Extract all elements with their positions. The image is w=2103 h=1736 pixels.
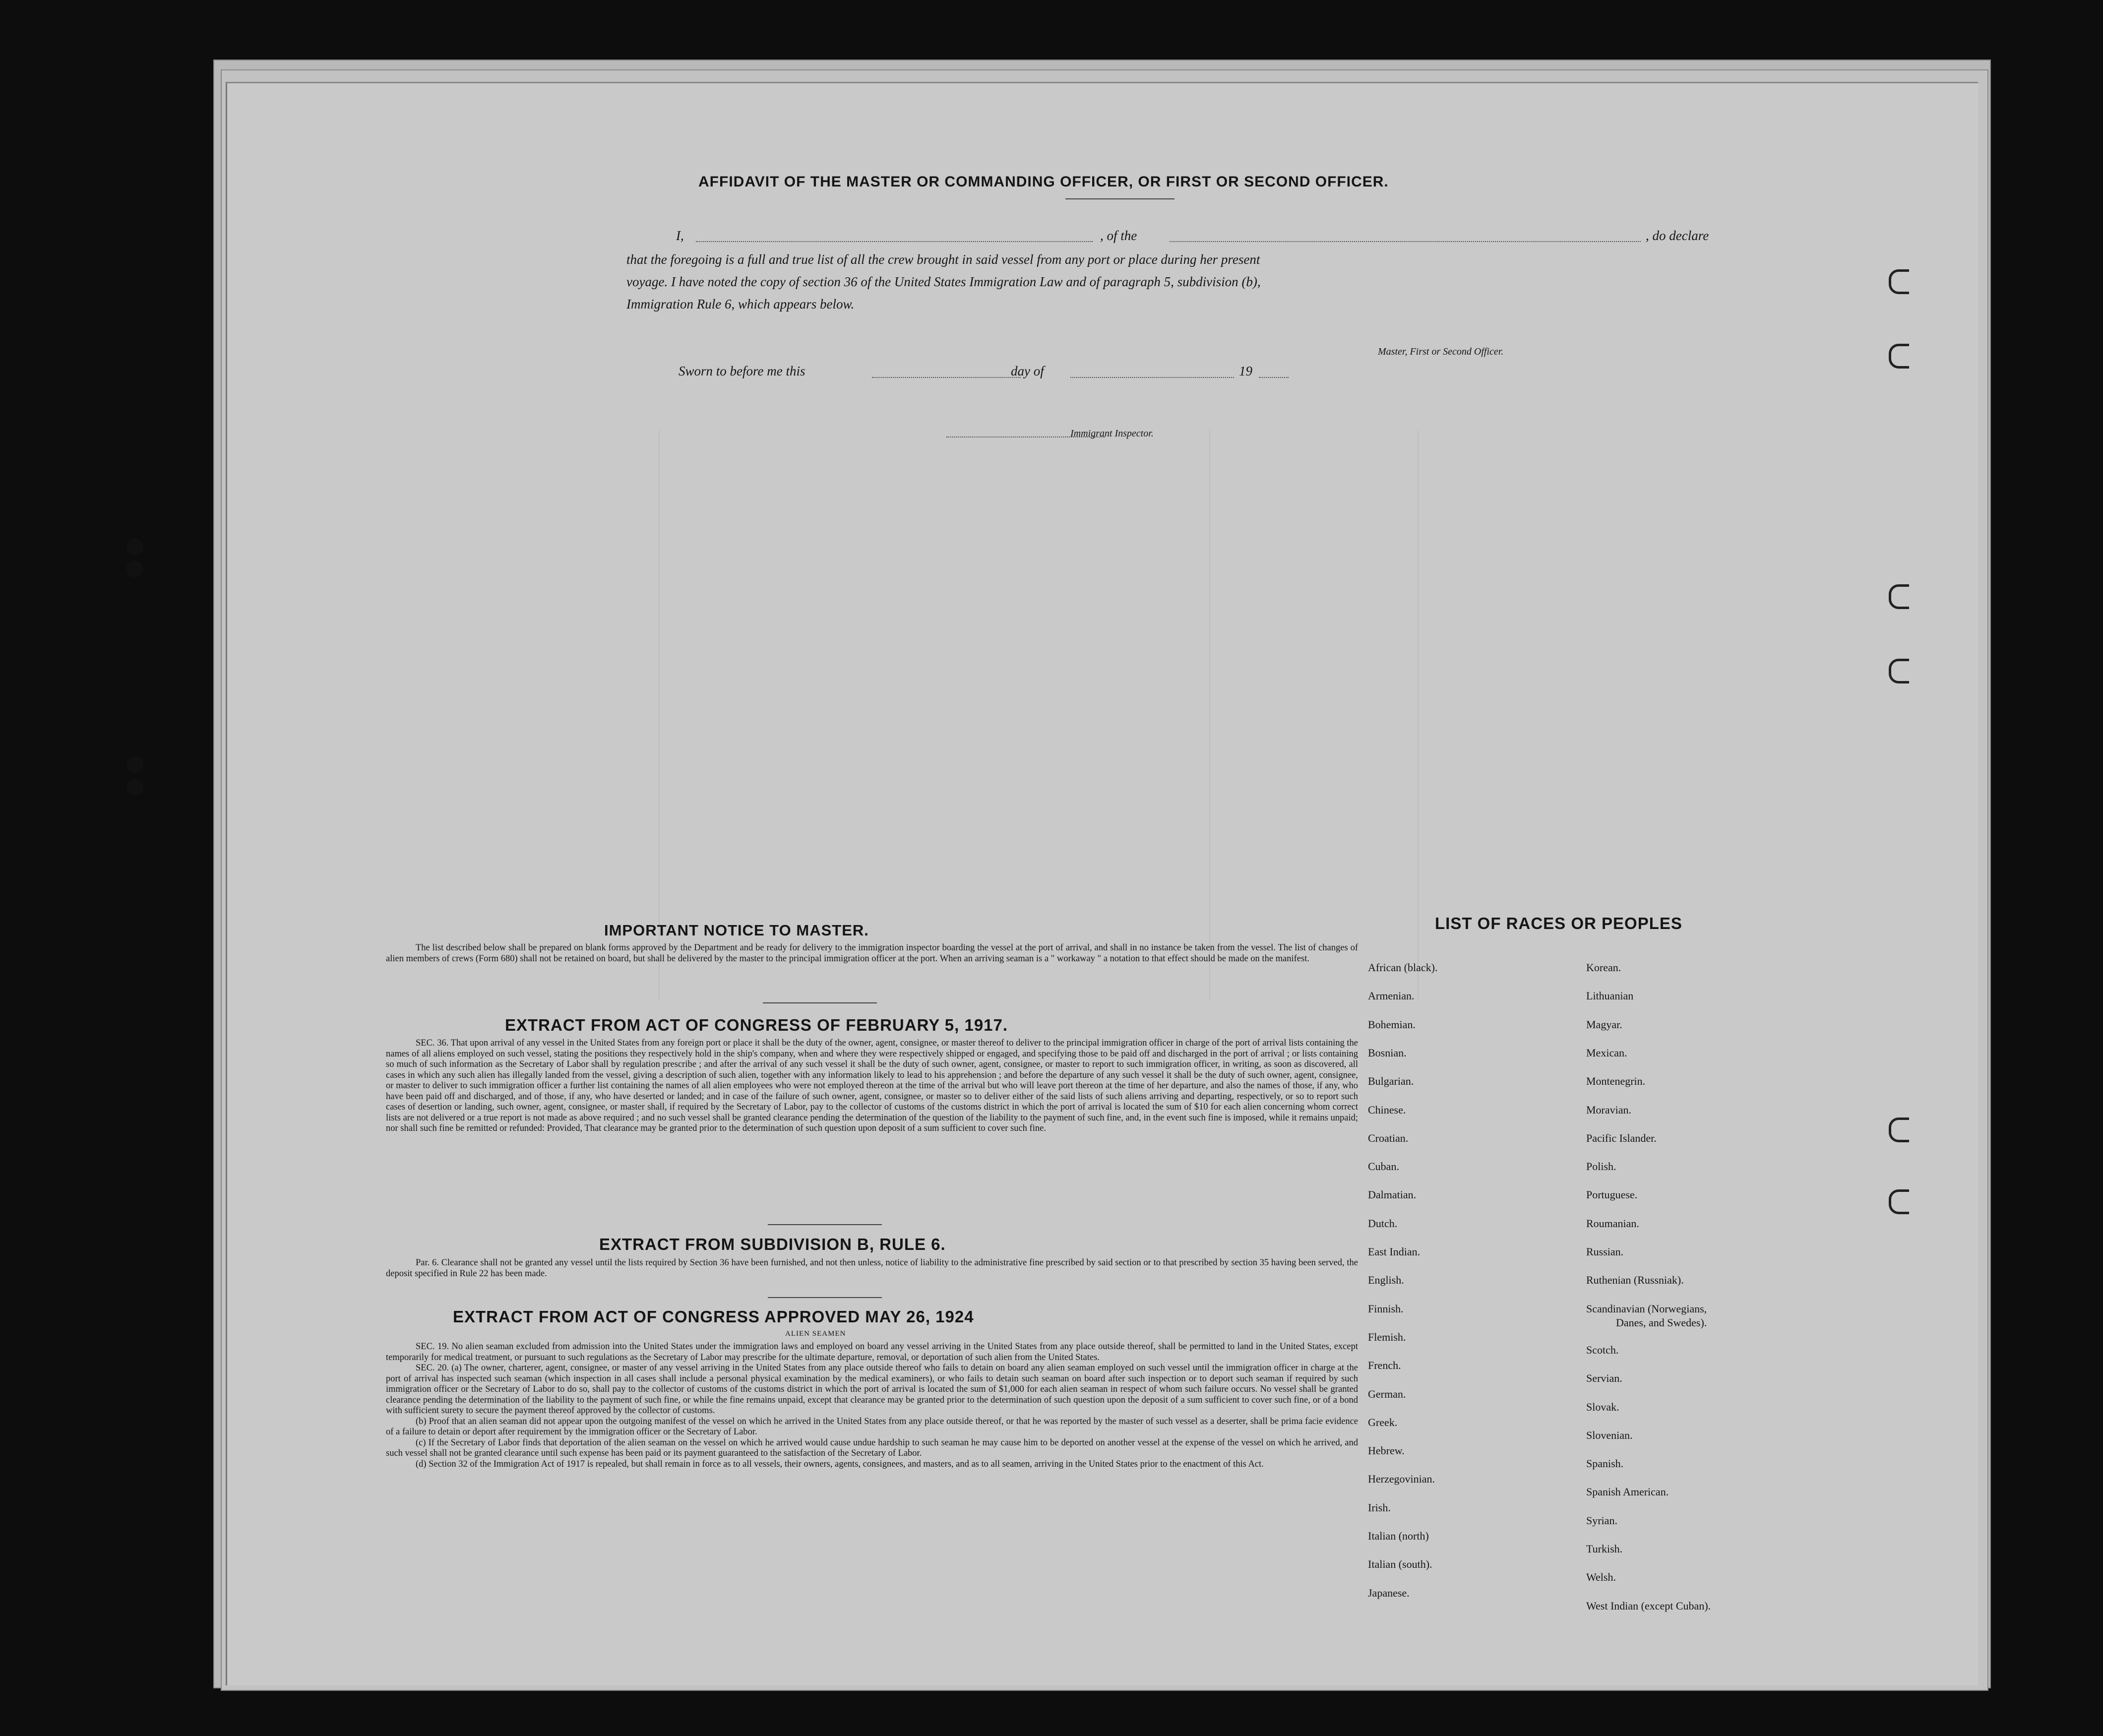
race-item-continued: Danes, and Swedes). bbox=[1616, 1316, 1707, 1329]
act-1917-rule bbox=[768, 1224, 882, 1225]
race-item: Slovak. bbox=[1586, 1400, 1619, 1413]
race-item: Irish. bbox=[1368, 1501, 1391, 1514]
race-item: Finnish. bbox=[1368, 1302, 1404, 1315]
act-1924-subtitle: ALIEN SEAMEN bbox=[785, 1330, 846, 1338]
race-item: French. bbox=[1368, 1359, 1401, 1372]
binder-clip bbox=[1889, 1117, 1909, 1142]
act-1917-body bbox=[386, 1038, 1358, 1134]
name-blank[interactable] bbox=[696, 241, 1093, 242]
act-1924-sec19: SEC. 19. No alien seaman excluded from admission into the United States under the immigration laws and employed on board any vessel arriving in the United States from any place outside thereof, shall be permitted to land in the United States, except temporarily for medical treatment, or pursuant to such regulations as the Secretary of Labor may prescribe for the ultimate departure, removal, or deportation of such alien from the United States. bbox=[386, 1342, 1358, 1363]
race-item: Mexican. bbox=[1586, 1046, 1627, 1059]
master-signature-label: Master, First or Second Officer. bbox=[1378, 346, 1504, 357]
race-item: African (black). bbox=[1368, 961, 1438, 974]
race-item: Spanish American. bbox=[1586, 1486, 1669, 1498]
act-1924-sec20b: (b) Proof that an alien seaman did not appear upon the outgoing manifest of the vessel on which he arrived in the United States from any place outside thereof, or that he was reported by the master of such vessel as a deserter, shall be prima facie evidence of a failure to detain or deport after requirement by the immigration officer or the Secretary of Labor. bbox=[386, 1416, 1358, 1437]
race-item: Flemish. bbox=[1368, 1330, 1406, 1343]
act-1917-title: EXTRACT FROM ACT OF CONGRESS OF FEBRUARY 5, 1917. bbox=[505, 1016, 1008, 1034]
race-item: Portuguese. bbox=[1586, 1188, 1638, 1201]
rule6-body bbox=[386, 1258, 1358, 1279]
act-1924-sec20c: (c) If the Secretary of Labor finds that deportation of the alien seaman on the vessel on which he arrived would cause undue hardship to such seaman he may cause him to be deported on another vessel at the expense of the vessel on which he arrived, and such vessel shall not be granted clearance until such expense has been paid or its payment guaranteed to the satisfaction of the Secretary of Labor. bbox=[386, 1437, 1358, 1458]
affidavit-title: AFFIDAVIT OF THE MASTER OR COMMANDING OFFICER, OR FIRST OR SECOND OFFICER. bbox=[698, 174, 1389, 190]
sworn-day-blank[interactable] bbox=[872, 377, 1021, 378]
inspector-label: Immigrant Inspector. bbox=[1070, 428, 1154, 439]
sworn-year: 19 bbox=[1239, 364, 1252, 378]
ghost-column bbox=[659, 431, 660, 1001]
race-item: Japanese. bbox=[1368, 1586, 1410, 1599]
race-item: Roumanian. bbox=[1586, 1217, 1639, 1230]
act-1924-body bbox=[386, 1342, 1358, 1470]
notice-body bbox=[386, 943, 1358, 964]
race-item: Korean. bbox=[1586, 961, 1621, 974]
race-item: Bosnian. bbox=[1368, 1046, 1407, 1059]
race-item: Scandinavian (Norwegians, bbox=[1586, 1302, 1707, 1315]
races-title: LIST OF RACES OR PEOPLES bbox=[1435, 914, 1682, 932]
vessel-blank[interactable] bbox=[1170, 241, 1641, 242]
binding-hole bbox=[126, 560, 143, 577]
sworn-month-blank[interactable] bbox=[1070, 377, 1234, 378]
act-1924-sec20a: SEC. 20. (a) The owner, charterer, agent, consignee, or master of any vessel arriving in the United States from any place outside thereof who fails to detain on board any alien seaman employed on such vessel until the immigration officer in charge at the port of arrival has inspected such seaman (which inspection in all cases shall include a personal physical examination by the medical examiners), or who fails to detain such seaman on board after such inspection or to deport such seaman if required by such immigration officer or the Secretary of Labor to do so, shall pay to the collector of customs of the customs district in which the port of arrival is located the sum of $1,000 for each alien seaman in respect of whom such failure occurs. No vessel shall be granted clearance pending the determination of the liability to the payment of such fine, or while the fine remains unpaid, except that clearance may be granted prior to the determination of such question upon the deposit of a sum sufficient to cover such fine, or of a bond with sufficient surety to secure the payment thereof approved by the collector of customs. bbox=[386, 1363, 1358, 1416]
race-item: Hebrew. bbox=[1368, 1444, 1405, 1457]
ghost-column bbox=[1209, 431, 1210, 1001]
race-item: Dalmatian. bbox=[1368, 1188, 1417, 1201]
race-item: West Indian (except Cuban). bbox=[1586, 1599, 1711, 1612]
binding-hole bbox=[126, 756, 143, 773]
race-item: Italian (south). bbox=[1368, 1558, 1432, 1571]
sworn-day-of: day of bbox=[1011, 364, 1044, 378]
race-item: Croatian. bbox=[1368, 1131, 1409, 1144]
act-1924-title: EXTRACT FROM ACT OF CONGRESS APPROVED MAY 26, 1924 bbox=[453, 1307, 974, 1326]
race-item: Armenian. bbox=[1368, 990, 1415, 1002]
race-item: Pacific Islander. bbox=[1586, 1131, 1657, 1144]
race-item: Bulgarian. bbox=[1368, 1075, 1414, 1088]
race-item: Ruthenian (Russniak). bbox=[1586, 1274, 1684, 1287]
race-item: Syrian. bbox=[1586, 1514, 1617, 1527]
race-item: Moravian. bbox=[1586, 1103, 1632, 1116]
rule6-title: EXTRACT FROM SUBDIVISION B, RULE 6. bbox=[599, 1235, 946, 1253]
binder-clip bbox=[1889, 584, 1909, 609]
act-1917-text: SEC. 36. That upon arrival of any vessel in the United States from any foreign port or place it shall be the duty of the owner, agent, consignee, or master thereof to deliver to the principal immigration officer in charge of the port of arrival lists containing the names of all aliens employed on such vessel, stating the positions they respectively hold in the ship's company, when and where they were respectively shipped or engaged, and specifying those to be paid off and discharged in the port of arrival ; or lists containing so much of such information as the Secretary of Labor shall by regulation prescribe ; and after the arrival of any such vessel it shall be the duty of such owner, agent, consignee, or master to report to such immigration officer, in writing, as soon as discovered, all cases in which any such alien has illegally landed from the vessel, giving a description of such alien, together with any information likely to lead to his apprehension ; and before the departure of any such vessel it shall be the duty of such owner, agent, consignee, or master to deliver to such immigration officer a further list containing the names of all alien employees who were not employed thereon at the time of the arrival but who will leave port thereon at the time of her departure, and also the names of those, if any, who have been paid off and discharged, and of those, if any, who have deserted or landed; and in case of the failure of such owner, agent, consignee, or master so to deliver either of the said lists of such aliens arriving and departing, respectively, or so to report such cases of desertion or landing, such owner, agent, consignee, or master shall, if required by the Secretary of Labor, pay to the collector of customs of the customs district in which the port of arrival is located the sum of $10 for each alien concerning whom correct lists are not delivered or a true report is not made as above required ; and no such vessel shall be granted clearance pending the determination of the question of the liability to the payment of such fine, and, in the event such fine is imposed, while it remains unpaid; nor shall such fine be remitted or refunded: Provided, That clearance may be granted prior to the determination of such question upon deposit of a sum sufficient to cover such fine. bbox=[386, 1038, 1358, 1133]
notice-title: IMPORTANT NOTICE TO MASTER. bbox=[604, 922, 869, 939]
race-item: Scotch. bbox=[1586, 1343, 1619, 1356]
declaration-line-4: Immigration Rule 6, which appears below. bbox=[626, 297, 855, 311]
binder-clip bbox=[1889, 1189, 1909, 1214]
notice-text: The list described below shall be prepared on blank forms approved by the Department and be ready for delivery to the immigration inspector boarding the vessel at the port of arrival, and shall in no instance be taken from the vessel. The list of changes of alien members of crews (Form 680) shall not be retained on board, but shall be delivered by the master to the principal immigration officer at the port. When an arriving seaman is a " workaway " a notation to that effect should be made on the manifest. bbox=[386, 943, 1358, 964]
race-item: Dutch. bbox=[1368, 1217, 1398, 1230]
notice-rule bbox=[763, 1002, 877, 1003]
binder-clip bbox=[1889, 344, 1909, 369]
race-item: English. bbox=[1368, 1274, 1404, 1287]
race-item: Turkish. bbox=[1586, 1543, 1623, 1555]
race-item: Cuban. bbox=[1368, 1160, 1399, 1173]
race-item: Slovenian. bbox=[1586, 1428, 1633, 1441]
race-item: Magyar. bbox=[1586, 1018, 1622, 1031]
race-item: Lithuanian bbox=[1586, 990, 1634, 1002]
race-item: Servian. bbox=[1586, 1372, 1622, 1385]
declaration-i: I, bbox=[676, 228, 684, 243]
race-item: Welsh. bbox=[1586, 1571, 1616, 1584]
act-1924-sec20d: (d) Section 32 of the Immigration Act of 1917 is repealed, but shall remain in force as to all vessels, their owners, agents, consignees, and masters, and as to all seamen, arriving in the United States prior to the enactment of this Act. bbox=[416, 1459, 1264, 1469]
race-item: German. bbox=[1368, 1387, 1406, 1400]
ghost-column bbox=[1418, 431, 1419, 1001]
race-item: East Indian. bbox=[1368, 1245, 1421, 1258]
race-item: Spanish. bbox=[1586, 1457, 1624, 1470]
binding-hole bbox=[126, 779, 143, 796]
race-item: Russian. bbox=[1586, 1245, 1624, 1258]
declaration-of-the: , of the bbox=[1100, 228, 1137, 243]
sworn-text: Sworn to before me this bbox=[679, 364, 805, 378]
rule6-rule bbox=[768, 1297, 882, 1298]
race-item: Montenegrin. bbox=[1586, 1075, 1646, 1088]
rule6-text: Par. 6. Clearance shall not be granted any vessel until the lists required by Section 36 have been furnished, and not then unless, notice of liability to the administrative fine prescribed by said section or to that prescribed by section 35 having been served, the deposit specified in Rule 22 has been made. bbox=[386, 1258, 1358, 1279]
document-page bbox=[226, 82, 1978, 1685]
declaration-line-2: that the foregoing is a full and true list of all the crew brought in said vessel from any port or place during her present bbox=[626, 252, 1260, 267]
binder-clip bbox=[1889, 659, 1909, 683]
race-item: Polish. bbox=[1586, 1160, 1616, 1173]
race-item: Bohemian. bbox=[1368, 1018, 1416, 1031]
binder-clip bbox=[1889, 269, 1909, 294]
race-item: Greek. bbox=[1368, 1416, 1398, 1428]
race-item: Italian (north) bbox=[1368, 1530, 1429, 1542]
race-item: Chinese. bbox=[1368, 1103, 1406, 1116]
sworn-year-blank[interactable] bbox=[1259, 377, 1289, 378]
race-item: Herzegovinian. bbox=[1368, 1473, 1435, 1486]
binding-hole bbox=[126, 538, 143, 555]
declaration-do-declare: , do declare bbox=[1646, 228, 1709, 243]
title-rule bbox=[1065, 198, 1175, 199]
declaration-line-3: voyage. I have noted the copy of section 36 of the United States Immigration Law and of paragraph 5, subdivision (b), bbox=[626, 274, 1261, 289]
